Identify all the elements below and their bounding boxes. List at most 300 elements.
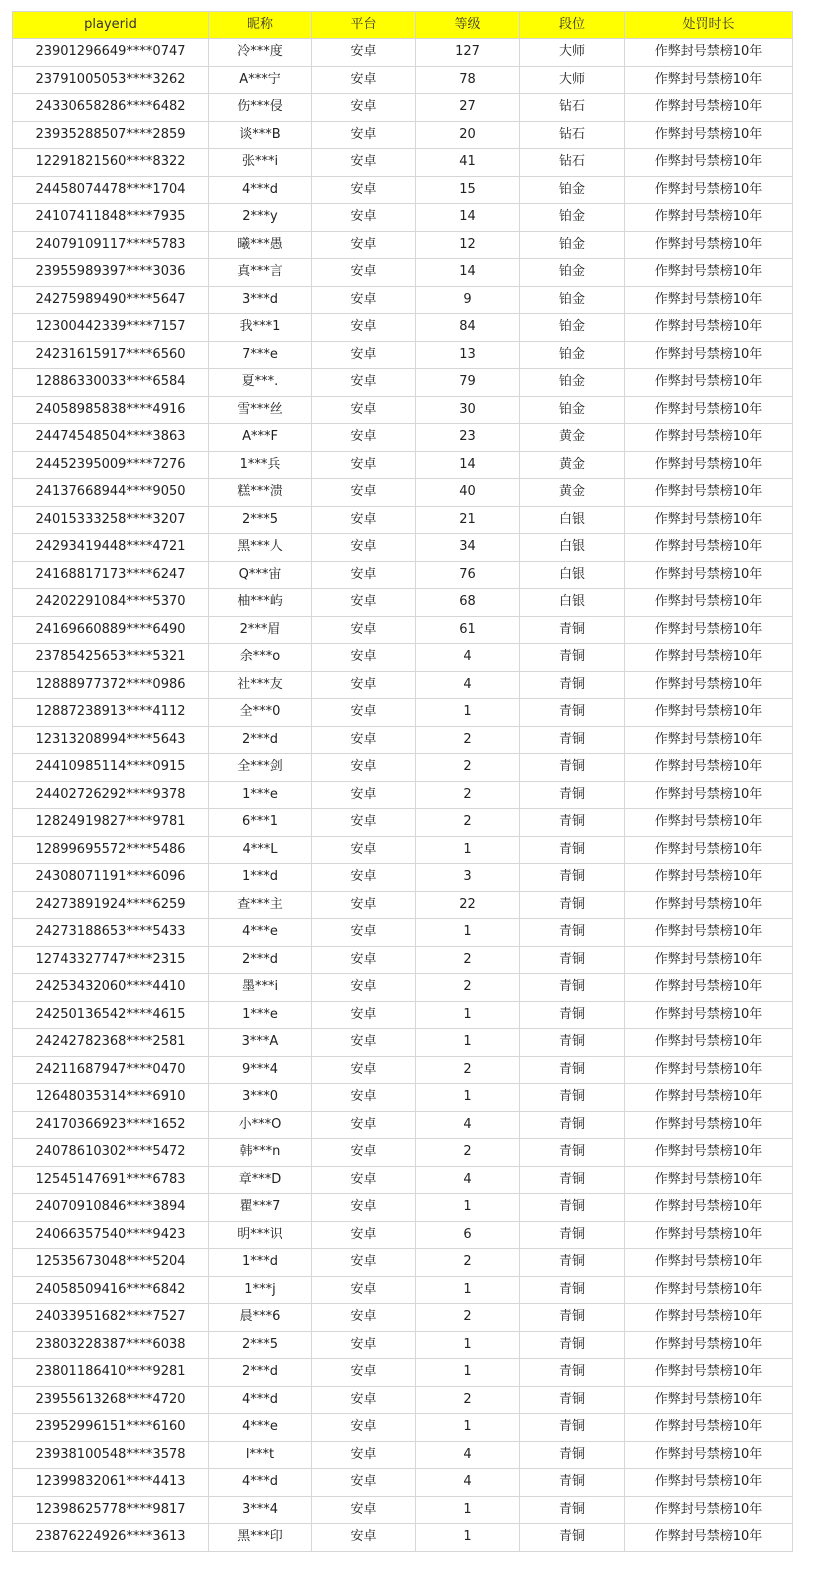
table-row	[13, 1221, 793, 1249]
cell-playerid: 24293419448****4721	[13, 534, 209, 562]
cell-platform: 安卓	[312, 1276, 416, 1304]
table-row	[13, 809, 793, 837]
cell-penalty: 作弊封号禁榜10年	[625, 176, 793, 204]
cell-level: 22	[416, 891, 520, 919]
cell-rank: 铂金	[520, 231, 625, 259]
cell-level: 34	[416, 534, 520, 562]
cell-platform: 安卓	[312, 1166, 416, 1194]
cell-penalty: 作弊封号禁榜10年	[625, 974, 793, 1002]
cell-playerid: 23803228387****6038	[13, 1331, 209, 1359]
table-row	[13, 1386, 793, 1414]
column-header-playerid: playerid	[13, 12, 209, 39]
cell-penalty: 作弊封号禁榜10年	[625, 341, 793, 369]
cell-nickname: 晨***6	[209, 1304, 312, 1332]
cell-level: 1	[416, 699, 520, 727]
cell-penalty: 作弊封号禁榜10年	[625, 1249, 793, 1277]
table-row	[13, 1304, 793, 1332]
cell-penalty: 作弊封号禁榜10年	[625, 1194, 793, 1222]
cell-penalty: 作弊封号禁榜10年	[625, 754, 793, 782]
cell-playerid: 24170366923****1652	[13, 1111, 209, 1139]
cell-rank: 白银	[520, 561, 625, 589]
cell-playerid: 24168817173****6247	[13, 561, 209, 589]
cell-nickname: 2***d	[209, 1359, 312, 1387]
cell-level: 2	[416, 1304, 520, 1332]
table-row	[13, 1414, 793, 1442]
cell-rank: 青铜	[520, 1359, 625, 1387]
cell-rank: 钻石	[520, 149, 625, 177]
table-row	[13, 424, 793, 452]
cell-platform: 安卓	[312, 479, 416, 507]
cell-level: 1	[416, 1524, 520, 1552]
table-row	[13, 699, 793, 727]
cell-platform: 安卓	[312, 1496, 416, 1524]
cell-playerid: 23785425653****5321	[13, 644, 209, 672]
cell-nickname: 2***5	[209, 1331, 312, 1359]
cell-playerid: 24033951682****7527	[13, 1304, 209, 1332]
cell-rank: 青铜	[520, 671, 625, 699]
cell-nickname: 余***o	[209, 644, 312, 672]
cell-penalty: 作弊封号禁榜10年	[625, 66, 793, 94]
cell-penalty: 作弊封号禁榜10年	[625, 1084, 793, 1112]
cell-platform: 安卓	[312, 891, 416, 919]
cell-rank: 青铜	[520, 1029, 625, 1057]
cell-playerid: 23935288507****2859	[13, 121, 209, 149]
column-header-level: 等级	[416, 12, 520, 39]
table-row	[13, 1496, 793, 1524]
cell-penalty: 作弊封号禁榜10年	[625, 589, 793, 617]
cell-level: 1	[416, 919, 520, 947]
cell-nickname: l***t	[209, 1441, 312, 1469]
cell-playerid: 24058509416****6842	[13, 1276, 209, 1304]
cell-penalty: 作弊封号禁榜10年	[625, 396, 793, 424]
cell-penalty: 作弊封号禁榜10年	[625, 561, 793, 589]
cell-playerid: 12648035314****6910	[13, 1084, 209, 1112]
cell-penalty: 作弊封号禁榜10年	[625, 1139, 793, 1167]
cell-penalty: 作弊封号禁榜10年	[625, 781, 793, 809]
cell-playerid: 24231615917****6560	[13, 341, 209, 369]
cell-platform: 安卓	[312, 286, 416, 314]
cell-nickname: 3***4	[209, 1496, 312, 1524]
cell-level: 4	[416, 1469, 520, 1497]
cell-playerid: 12545147691****6783	[13, 1166, 209, 1194]
table-row	[13, 66, 793, 94]
table-row	[13, 1166, 793, 1194]
cell-rank: 铂金	[520, 204, 625, 232]
cell-platform: 安卓	[312, 864, 416, 892]
cell-level: 1	[416, 1331, 520, 1359]
cell-rank: 青铜	[520, 1221, 625, 1249]
cell-platform: 安卓	[312, 1084, 416, 1112]
cell-penalty: 作弊封号禁榜10年	[625, 946, 793, 974]
cell-nickname: 2***眉	[209, 616, 312, 644]
cell-penalty: 作弊封号禁榜10年	[625, 506, 793, 534]
cell-playerid: 12899695572****5486	[13, 836, 209, 864]
cell-nickname: 4***e	[209, 919, 312, 947]
cell-nickname: 3***0	[209, 1084, 312, 1112]
table-row	[13, 1249, 793, 1277]
cell-penalty: 作弊封号禁榜10年	[625, 919, 793, 947]
cell-level: 41	[416, 149, 520, 177]
table-row	[13, 1331, 793, 1359]
cell-level: 1	[416, 1414, 520, 1442]
cell-rank: 青铜	[520, 891, 625, 919]
cell-level: 14	[416, 259, 520, 287]
cell-nickname: 9***4	[209, 1056, 312, 1084]
cell-penalty: 作弊封号禁榜10年	[625, 1276, 793, 1304]
cell-rank: 青铜	[520, 1386, 625, 1414]
cell-rank: 钻石	[520, 94, 625, 122]
cell-rank: 青铜	[520, 644, 625, 672]
table-row	[13, 561, 793, 589]
cell-level: 2	[416, 754, 520, 782]
cell-nickname: 张***i	[209, 149, 312, 177]
cell-playerid: 24250136542****4615	[13, 1001, 209, 1029]
cell-rank: 钻石	[520, 121, 625, 149]
cell-playerid: 24078610302****5472	[13, 1139, 209, 1167]
cell-level: 68	[416, 589, 520, 617]
cell-nickname: 瞿***7	[209, 1194, 312, 1222]
cell-nickname: 黑***印	[209, 1524, 312, 1552]
cell-nickname: 1***e	[209, 1001, 312, 1029]
cell-penalty: 作弊封号禁榜10年	[625, 231, 793, 259]
table-row	[13, 534, 793, 562]
cell-penalty: 作弊封号禁榜10年	[625, 314, 793, 342]
table-row	[13, 1084, 793, 1112]
cell-level: 4	[416, 1111, 520, 1139]
cell-level: 1	[416, 1029, 520, 1057]
column-header-nickname: 昵称	[209, 12, 312, 39]
cell-playerid: 24169660889****6490	[13, 616, 209, 644]
table-row	[13, 314, 793, 342]
table-row	[13, 506, 793, 534]
table-row	[13, 836, 793, 864]
cell-platform: 安卓	[312, 699, 416, 727]
cell-playerid: 24202291084****5370	[13, 589, 209, 617]
cell-nickname: Q***宙	[209, 561, 312, 589]
cell-nickname: 1***e	[209, 781, 312, 809]
cell-platform: 安卓	[312, 1001, 416, 1029]
table-row	[13, 1276, 793, 1304]
cell-playerid: 23955989397****3036	[13, 259, 209, 287]
cell-nickname: 墨***i	[209, 974, 312, 1002]
table-row	[13, 341, 793, 369]
cell-playerid: 24273891924****6259	[13, 891, 209, 919]
cell-penalty: 作弊封号禁榜10年	[625, 204, 793, 232]
cell-rank: 黄金	[520, 451, 625, 479]
cell-rank: 青铜	[520, 919, 625, 947]
cell-rank: 大师	[520, 66, 625, 94]
cell-rank: 青铜	[520, 1166, 625, 1194]
cell-nickname: 1***j	[209, 1276, 312, 1304]
cell-playerid: 12824919827****9781	[13, 809, 209, 837]
table-row	[13, 259, 793, 287]
cell-rank: 青铜	[520, 836, 625, 864]
cell-playerid: 24452395009****7276	[13, 451, 209, 479]
table-row	[13, 1001, 793, 1029]
cell-level: 21	[416, 506, 520, 534]
table-row	[13, 1194, 793, 1222]
cell-playerid: 12886330033****6584	[13, 369, 209, 397]
cell-rank: 青铜	[520, 1414, 625, 1442]
cell-level: 6	[416, 1221, 520, 1249]
cell-platform: 安卓	[312, 836, 416, 864]
cell-nickname: 谈***B	[209, 121, 312, 149]
cell-playerid: 23791005053****3262	[13, 66, 209, 94]
table-row	[13, 94, 793, 122]
cell-nickname: 全***0	[209, 699, 312, 727]
cell-playerid: 23801186410****9281	[13, 1359, 209, 1387]
cell-playerid: 12291821560****8322	[13, 149, 209, 177]
cell-penalty: 作弊封号禁榜10年	[625, 1359, 793, 1387]
cell-rank: 青铜	[520, 726, 625, 754]
cell-nickname: 2***5	[209, 506, 312, 534]
cell-nickname: 4***d	[209, 1469, 312, 1497]
table-row	[13, 1359, 793, 1387]
cell-platform: 安卓	[312, 1331, 416, 1359]
cell-level: 4	[416, 1441, 520, 1469]
cell-platform: 安卓	[312, 644, 416, 672]
ban-list-container	[12, 11, 793, 1552]
cell-platform: 安卓	[312, 946, 416, 974]
cell-rank: 青铜	[520, 974, 625, 1002]
cell-level: 13	[416, 341, 520, 369]
table-row	[13, 286, 793, 314]
cell-rank: 青铜	[520, 1249, 625, 1277]
cell-rank: 青铜	[520, 616, 625, 644]
cell-rank: 铂金	[520, 259, 625, 287]
cell-platform: 安卓	[312, 204, 416, 232]
cell-rank: 黄金	[520, 424, 625, 452]
cell-rank: 青铜	[520, 1001, 625, 1029]
table-row	[13, 1111, 793, 1139]
cell-playerid: 24070910846****3894	[13, 1194, 209, 1222]
table-header	[13, 12, 793, 39]
cell-level: 2	[416, 1056, 520, 1084]
table-row	[13, 479, 793, 507]
table-row	[13, 1056, 793, 1084]
cell-penalty: 作弊封号禁榜10年	[625, 809, 793, 837]
table-row	[13, 176, 793, 204]
cell-platform: 安卓	[312, 1111, 416, 1139]
cell-rank: 铂金	[520, 369, 625, 397]
cell-level: 2	[416, 781, 520, 809]
cell-level: 2	[416, 946, 520, 974]
table-row	[13, 726, 793, 754]
cell-penalty: 作弊封号禁榜10年	[625, 424, 793, 452]
cell-nickname: 小***O	[209, 1111, 312, 1139]
cell-platform: 安卓	[312, 809, 416, 837]
cell-nickname: 2***y	[209, 204, 312, 232]
cell-level: 2	[416, 1139, 520, 1167]
cell-platform: 安卓	[312, 534, 416, 562]
table-row	[13, 974, 793, 1002]
cell-playerid: 24066357540****9423	[13, 1221, 209, 1249]
cell-platform: 安卓	[312, 1056, 416, 1084]
cell-penalty: 作弊封号禁榜10年	[625, 1441, 793, 1469]
cell-nickname: 4***e	[209, 1414, 312, 1442]
cell-platform: 安卓	[312, 1359, 416, 1387]
cell-rank: 白银	[520, 534, 625, 562]
cell-penalty: 作弊封号禁榜10年	[625, 286, 793, 314]
cell-level: 1	[416, 836, 520, 864]
table-row	[13, 891, 793, 919]
cell-penalty: 作弊封号禁榜10年	[625, 1056, 793, 1084]
cell-platform: 安卓	[312, 1524, 416, 1552]
cell-playerid: 12888977372****0986	[13, 671, 209, 699]
cell-playerid: 12535673048****5204	[13, 1249, 209, 1277]
cell-rank: 白银	[520, 506, 625, 534]
cell-nickname: 4***L	[209, 836, 312, 864]
cell-nickname: 真***言	[209, 259, 312, 287]
cell-platform: 安卓	[312, 1469, 416, 1497]
table-row	[13, 231, 793, 259]
cell-playerid: 24308071191****6096	[13, 864, 209, 892]
table-row	[13, 1524, 793, 1552]
column-header-penalty: 处罚时长	[625, 12, 793, 39]
cell-nickname: A***宁	[209, 66, 312, 94]
cell-level: 127	[416, 39, 520, 67]
cell-penalty: 作弊封号禁榜10年	[625, 369, 793, 397]
cell-platform: 安卓	[312, 369, 416, 397]
cell-level: 1	[416, 1001, 520, 1029]
cell-penalty: 作弊封号禁榜10年	[625, 1469, 793, 1497]
cell-platform: 安卓	[312, 94, 416, 122]
cell-playerid: 12399832061****4413	[13, 1469, 209, 1497]
cell-nickname: 夏***.	[209, 369, 312, 397]
cell-level: 4	[416, 644, 520, 672]
table-body	[13, 39, 793, 1552]
table-row	[13, 39, 793, 67]
cell-rank: 青铜	[520, 1441, 625, 1469]
cell-level: 1	[416, 1194, 520, 1222]
cell-level: 23	[416, 424, 520, 452]
cell-level: 1	[416, 1496, 520, 1524]
cell-rank: 青铜	[520, 1331, 625, 1359]
cell-rank: 大师	[520, 39, 625, 67]
cell-rank: 白银	[520, 589, 625, 617]
cell-playerid: 24402726292****9378	[13, 781, 209, 809]
cell-playerid: 24015333258****3207	[13, 506, 209, 534]
cell-penalty: 作弊封号禁榜10年	[625, 39, 793, 67]
cell-platform: 安卓	[312, 259, 416, 287]
cell-playerid: 24107411848****7935	[13, 204, 209, 232]
cell-nickname: 查***主	[209, 891, 312, 919]
cell-nickname: 4***d	[209, 176, 312, 204]
cell-playerid: 12743327747****2315	[13, 946, 209, 974]
cell-nickname: 2***d	[209, 726, 312, 754]
cell-platform: 安卓	[312, 424, 416, 452]
cell-playerid: 23901296649****0747	[13, 39, 209, 67]
cell-platform: 安卓	[312, 1194, 416, 1222]
cell-nickname: 3***d	[209, 286, 312, 314]
cell-playerid: 23952996151****6160	[13, 1414, 209, 1442]
cell-level: 1	[416, 1276, 520, 1304]
cell-penalty: 作弊封号禁榜10年	[625, 1496, 793, 1524]
cell-platform: 安卓	[312, 1139, 416, 1167]
table-row	[13, 204, 793, 232]
cell-penalty: 作弊封号禁榜10年	[625, 1029, 793, 1057]
cell-level: 14	[416, 204, 520, 232]
cell-playerid: 12887238913****4112	[13, 699, 209, 727]
cell-rank: 铂金	[520, 176, 625, 204]
table-row	[13, 1441, 793, 1469]
cell-playerid: 24273188653****5433	[13, 919, 209, 947]
table-row	[13, 1469, 793, 1497]
cell-penalty: 作弊封号禁榜10年	[625, 891, 793, 919]
cell-rank: 黄金	[520, 479, 625, 507]
cell-rank: 铂金	[520, 314, 625, 342]
cell-rank: 青铜	[520, 1194, 625, 1222]
cell-penalty: 作弊封号禁榜10年	[625, 864, 793, 892]
table-row	[13, 671, 793, 699]
cell-penalty: 作弊封号禁榜10年	[625, 616, 793, 644]
cell-penalty: 作弊封号禁榜10年	[625, 1111, 793, 1139]
cell-platform: 安卓	[312, 1221, 416, 1249]
cell-level: 1	[416, 1084, 520, 1112]
cell-level: 84	[416, 314, 520, 342]
cell-nickname: 2***d	[209, 946, 312, 974]
cell-nickname: 7***e	[209, 341, 312, 369]
cell-penalty: 作弊封号禁榜10年	[625, 699, 793, 727]
cell-penalty: 作弊封号禁榜10年	[625, 1414, 793, 1442]
cell-level: 27	[416, 94, 520, 122]
table-row	[13, 1139, 793, 1167]
cell-nickname: 1***d	[209, 864, 312, 892]
table-row	[13, 1029, 793, 1057]
cell-platform: 安卓	[312, 726, 416, 754]
cell-platform: 安卓	[312, 589, 416, 617]
cell-penalty: 作弊封号禁榜10年	[625, 836, 793, 864]
cell-platform: 安卓	[312, 231, 416, 259]
cell-platform: 安卓	[312, 396, 416, 424]
cell-nickname: 韩***n	[209, 1139, 312, 1167]
cell-playerid: 23938100548****3578	[13, 1441, 209, 1469]
cell-platform: 安卓	[312, 506, 416, 534]
cell-rank: 青铜	[520, 1469, 625, 1497]
cell-playerid: 24079109117****5783	[13, 231, 209, 259]
cell-platform: 安卓	[312, 754, 416, 782]
cell-penalty: 作弊封号禁榜10年	[625, 1331, 793, 1359]
cell-nickname: 章***D	[209, 1166, 312, 1194]
table-row	[13, 919, 793, 947]
cell-platform: 安卓	[312, 1249, 416, 1277]
table-row	[13, 754, 793, 782]
cell-penalty: 作弊封号禁榜10年	[625, 1524, 793, 1552]
table-row	[13, 644, 793, 672]
cell-level: 2	[416, 974, 520, 1002]
cell-level: 2	[416, 1386, 520, 1414]
cell-rank: 青铜	[520, 1524, 625, 1552]
cell-level: 2	[416, 809, 520, 837]
table-row	[13, 451, 793, 479]
column-header-rank: 段位	[520, 12, 625, 39]
cell-platform: 安卓	[312, 66, 416, 94]
cell-rank: 青铜	[520, 1496, 625, 1524]
header-row	[13, 12, 793, 39]
cell-playerid: 24410985114****0915	[13, 754, 209, 782]
cell-level: 2	[416, 1249, 520, 1277]
cell-playerid: 24330658286****6482	[13, 94, 209, 122]
cell-rank: 青铜	[520, 1304, 625, 1332]
cell-platform: 安卓	[312, 1304, 416, 1332]
table-row	[13, 781, 793, 809]
ban-list-table	[12, 11, 793, 1552]
cell-level: 20	[416, 121, 520, 149]
cell-platform: 安卓	[312, 919, 416, 947]
cell-nickname: 4***d	[209, 1386, 312, 1414]
cell-platform: 安卓	[312, 39, 416, 67]
cell-platform: 安卓	[312, 781, 416, 809]
